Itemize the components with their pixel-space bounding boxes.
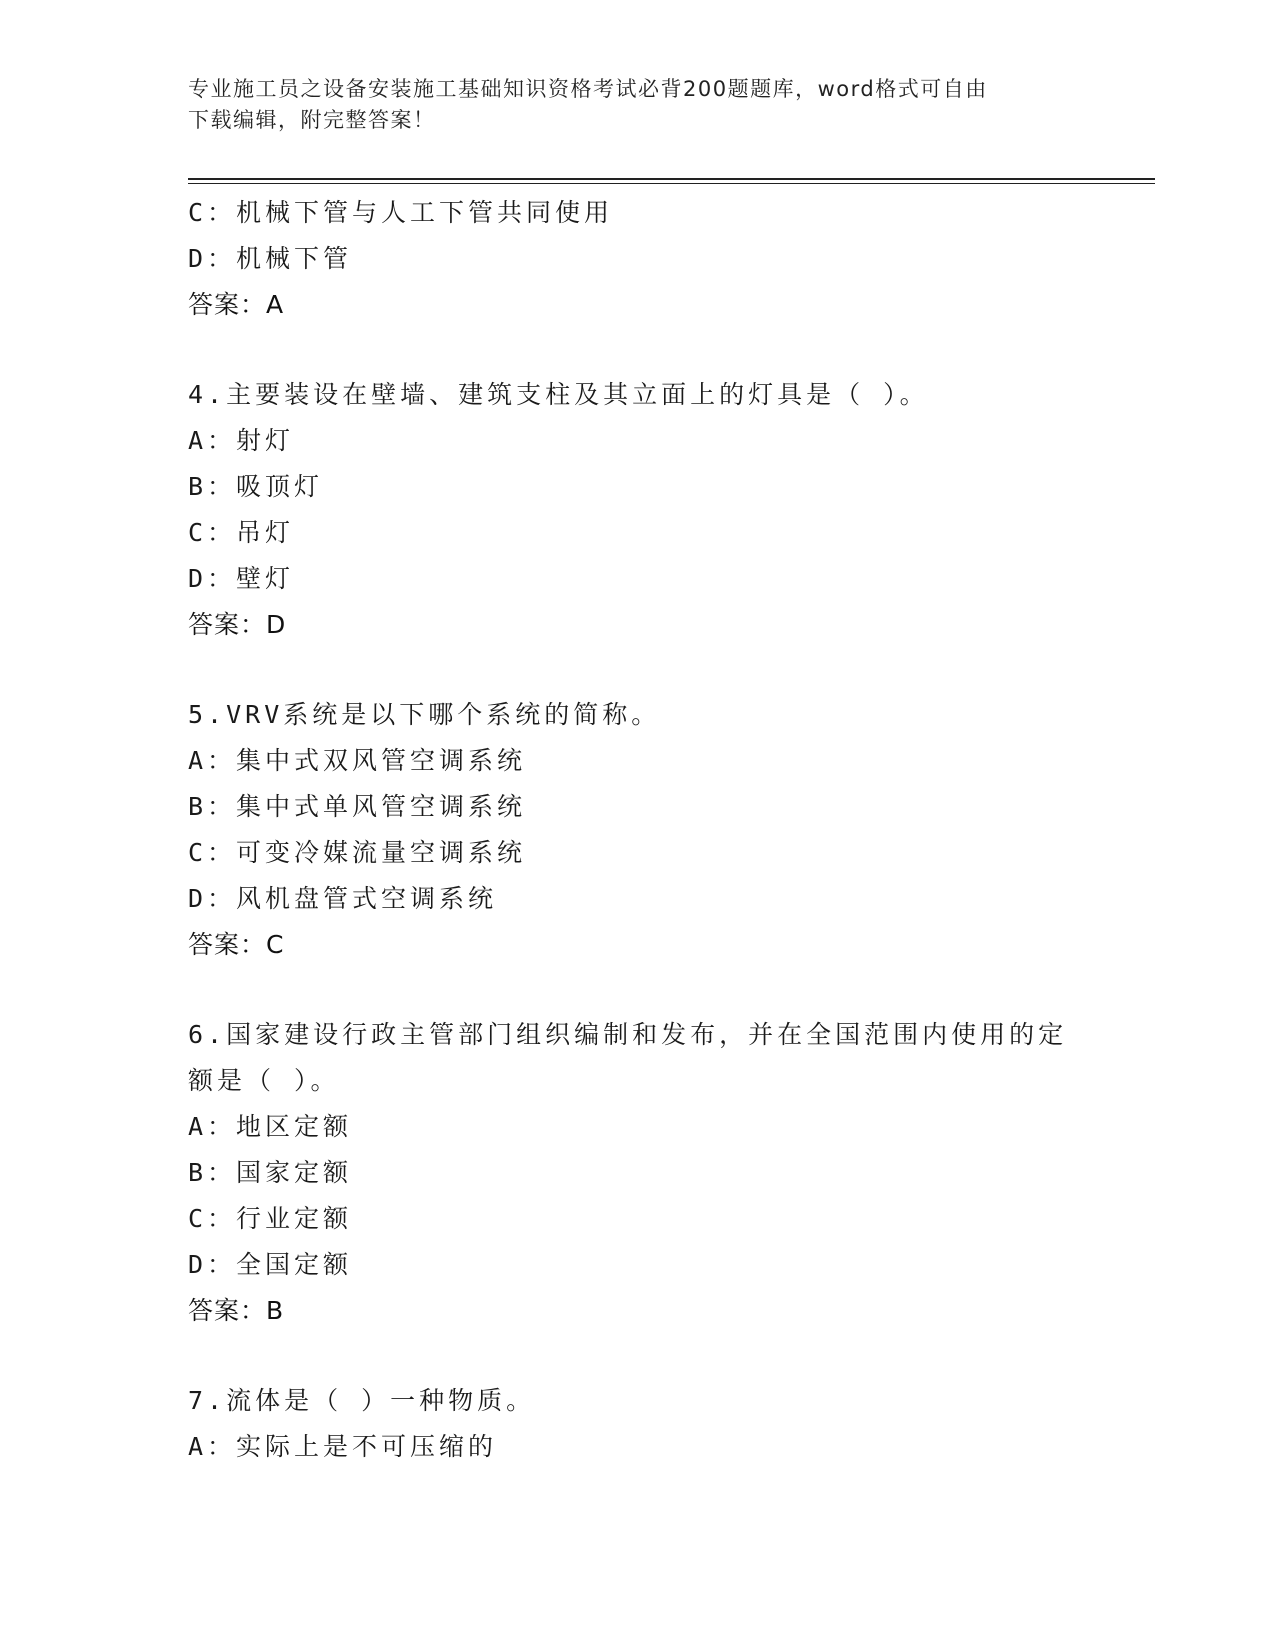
document-header xyxy=(188,74,1088,136)
header-title-line-1: 专业施工员之设备安装施工基础知识资格考试必背200题题库，word格式可自由 xyxy=(188,77,988,101)
question-list xyxy=(188,190,1088,1470)
header-divider-thick xyxy=(188,178,1155,180)
q6-answer: 答案：B xyxy=(188,1296,285,1325)
q7-question: 7.流体是（ ）一种物质。 xyxy=(188,1386,536,1415)
q7-option-a: A：实际上是不可压缩的 xyxy=(188,1432,498,1461)
q5-option-c: C：可变冷媒流量空调系统 xyxy=(188,838,527,867)
q5-option-a: A：集中式双风管空调系统 xyxy=(188,746,527,775)
question-5-block xyxy=(188,692,1088,968)
q4-option-c: C：吊灯 xyxy=(188,518,295,547)
q3-option-d: D：机械下管 xyxy=(188,244,353,273)
q5-question: 5.VRV系统是以下哪个系统的简称。 xyxy=(188,700,661,729)
q6-option-d: D：全国定额 xyxy=(188,1250,353,1279)
q5-option-d: D：风机盘管式空调系统 xyxy=(188,884,498,913)
q6-question-line-2: 额是（ ）。 xyxy=(188,1066,340,1095)
q6-option-b: B：国家定额 xyxy=(188,1158,353,1187)
spacer xyxy=(188,1334,1088,1378)
q4-option-b: B：吸顶灯 xyxy=(188,472,324,501)
q6-option-a: A：地区定额 xyxy=(188,1112,353,1141)
question-4-block xyxy=(188,372,1088,648)
header-title-line-2: 下载编辑，附完整答案！ xyxy=(188,108,436,132)
q5-option-b: B：集中式单风管空调系统 xyxy=(188,792,527,821)
question-6-block xyxy=(188,1012,1088,1334)
q4-option-a: A：射灯 xyxy=(188,426,295,455)
spacer xyxy=(188,648,1088,692)
question-7-block xyxy=(188,1378,1088,1470)
spacer xyxy=(188,968,1088,1012)
spacer xyxy=(188,328,1088,372)
q5-answer: 答案：C xyxy=(188,930,285,959)
q4-question: 4.主要装设在壁墙、建筑支柱及其立面上的灯具是（ ）。 xyxy=(188,380,929,409)
q4-answer: 答案：D xyxy=(188,610,287,639)
q3-option-c: C：机械下管与人工下管共同使用 xyxy=(188,198,614,227)
q3-answer: 答案：A xyxy=(188,290,285,319)
q6-question-line-1: 6.国家建设行政主管部门组织编制和发布，并在全国范围内使用的定 xyxy=(188,1020,1068,1049)
question-3-block xyxy=(188,190,1088,328)
q4-option-d: D：壁灯 xyxy=(188,564,295,593)
header-divider-thin xyxy=(188,183,1155,184)
q6-option-c: C：行业定额 xyxy=(188,1204,353,1233)
